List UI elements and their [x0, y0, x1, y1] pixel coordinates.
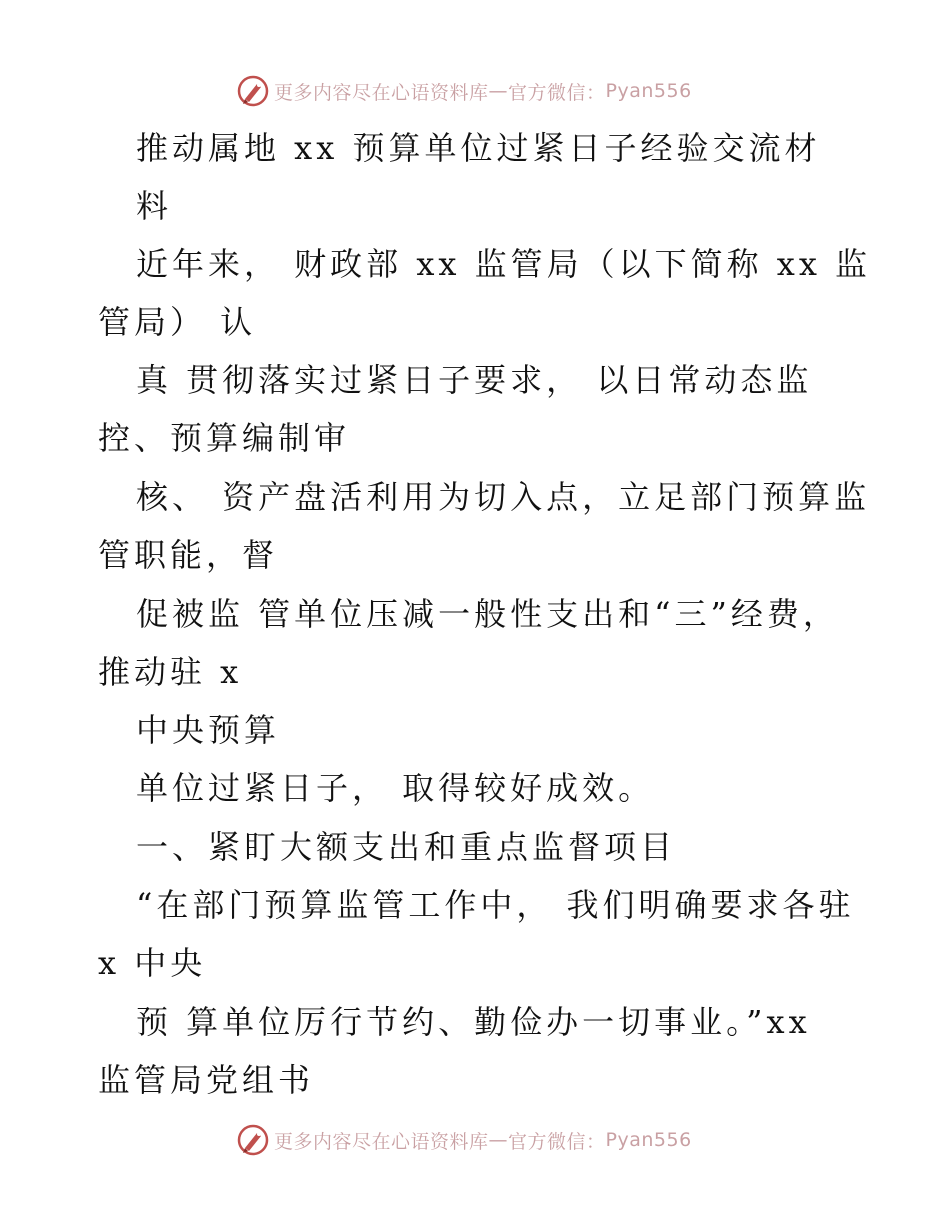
- footer-banner: [236, 1123, 692, 1157]
- body-line-8: 管职能，督: [98, 536, 279, 574]
- footer-banner-text: 更多内容尽在心语资料库: [274, 1130, 489, 1153]
- body-line-14: “在部门预算监管工作中， 我们明确要求各驻: [136, 886, 855, 924]
- body-line-16: 预 算单位厉行节约、勤俭办一切事业。”xx: [136, 1003, 811, 1041]
- footer-banner-wechat-label: 官方微信：: [508, 1130, 606, 1153]
- body-line-11: 中央预算: [136, 711, 281, 749]
- body-line-4: 管局） 认: [98, 303, 257, 341]
- body-line-6: 控、预算编制审: [98, 419, 351, 457]
- body-line-12: 单位过紧日子， 取得较好成效。: [136, 769, 655, 807]
- pen-logo-icon: [236, 1123, 270, 1157]
- body-line-10: 推动驻 x: [98, 653, 243, 691]
- body-line-15: x 中央: [98, 944, 207, 982]
- body-line-9: 促被监 管单位压减一般性支出和“三”经费，: [136, 595, 839, 633]
- body-line-5: 真 贯彻落实过紧日子要求， 以日常动态监: [136, 361, 813, 399]
- footer-banner-separator: —: [488, 1129, 509, 1151]
- pen-logo-icon: [236, 74, 270, 108]
- body-line-7: 核、 资产盘活利用为切入点，立足部门预算监: [136, 478, 871, 516]
- header-banner-wechat-id: Pyan556: [605, 80, 692, 102]
- header-banner-separator: —: [488, 80, 509, 102]
- header-banner-text: 更多内容尽在心语资料库: [274, 81, 489, 104]
- header-banner: [236, 74, 692, 108]
- body-line-1: 推动属地 xx 预算单位过紧日子经验交流材: [136, 129, 821, 167]
- body-line-2: 料: [136, 187, 173, 225]
- footer-banner-wechat-id: Pyan556: [605, 1129, 692, 1151]
- section-heading: 一、紧盯大额支出和重点监督项目: [136, 828, 677, 866]
- body-line-3: 近年来， 财政部 xx 监管局（以下简称 xx 监: [136, 245, 872, 283]
- body-line-17: 监管局党组书: [98, 1061, 315, 1099]
- header-banner-wechat-label: 官方微信：: [508, 81, 606, 104]
